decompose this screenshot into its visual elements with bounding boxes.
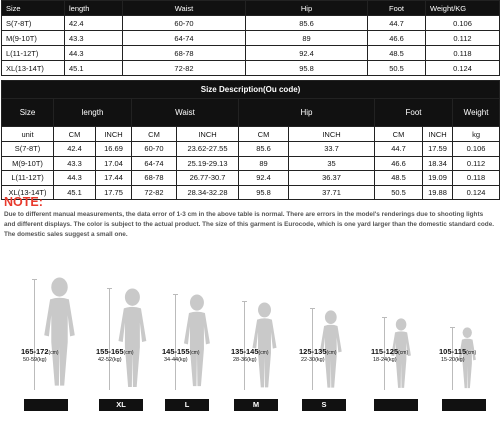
table1-cell: 95.8 — [246, 61, 368, 76]
table1-cell: 44.7 — [368, 16, 426, 31]
height-value: 105-115 — [439, 347, 467, 356]
height-unit: (cm) — [326, 350, 337, 356]
table2-cell: 92.4 — [239, 171, 289, 186]
table2-unit-cell: INCH — [96, 127, 132, 142]
height-range-label — [21, 347, 59, 356]
table2-cell: 50.5 — [375, 185, 423, 200]
height-range-label — [371, 347, 408, 356]
table2-cell: 60-70 — [132, 142, 177, 157]
table2-cell: 42.4 — [54, 142, 96, 157]
table1-cell: 44.3 — [65, 46, 123, 61]
table2-row — [2, 185, 500, 200]
table2-unit-cell: INCH — [177, 127, 239, 142]
child-silhouette — [111, 288, 154, 390]
table2-cell: 23.62-27.55 — [177, 142, 239, 157]
table1-cell: 0.118 — [426, 46, 500, 61]
table1-row — [2, 16, 500, 31]
table2-cell: 0.106 — [453, 142, 500, 157]
table2-cell: 19.09 — [423, 171, 453, 186]
table2-header-cell: Waist — [132, 99, 239, 127]
size-bar: S — [302, 399, 346, 411]
table2-title: Size Description(Ou code) — [2, 81, 500, 99]
table2-header-cell: Hip — [239, 99, 375, 127]
table1-cell: M(9-10T) — [2, 31, 65, 46]
table2-cell: 44.7 — [375, 142, 423, 157]
height-range-label — [96, 347, 134, 356]
table2-row — [2, 171, 500, 186]
table2-cell: 17.75 — [96, 185, 132, 200]
table1-cell: 68-78 — [123, 46, 246, 61]
table2-cell: 89 — [239, 156, 289, 171]
table2-cell: 18.34 — [423, 156, 453, 171]
table2-cell: 37.71 — [289, 185, 375, 200]
table2-cell: 95.8 — [239, 185, 289, 200]
table2-cell: 17.59 — [423, 142, 453, 157]
size-bar — [24, 399, 68, 411]
table2-row — [2, 142, 500, 157]
weight-range-label: 50-59(kg) — [23, 357, 47, 363]
table2-cell: 35 — [289, 156, 375, 171]
table2-unit-cell: CM — [375, 127, 423, 142]
height-value: 125-135 — [299, 347, 327, 356]
height-unit: (cm) — [189, 350, 200, 356]
table2-row — [2, 156, 500, 171]
height-unit: (cm) — [48, 350, 59, 356]
table2-cell: 48.5 — [375, 171, 423, 186]
table2-cell: 45.1 — [54, 185, 96, 200]
table1-header-cell: Size — [2, 1, 65, 16]
size-bar: XL — [99, 399, 143, 411]
table1-row — [2, 31, 500, 46]
table2-cell: 64-74 — [132, 156, 177, 171]
height-unit: (cm) — [258, 350, 269, 356]
table1-cell: 42.4 — [65, 16, 123, 31]
size-bar — [374, 399, 418, 411]
child-silhouette — [36, 277, 83, 389]
table2-cell: 85.6 — [239, 142, 289, 157]
table2-cell: M(9-10T) — [2, 156, 54, 171]
table2-cell: 72-82 — [132, 185, 177, 200]
table1-cell: 43.3 — [65, 31, 123, 46]
table2-cell: 17.44 — [96, 171, 132, 186]
height-value: 155-165 — [96, 347, 124, 356]
table2-unit-cell: CM — [239, 127, 289, 142]
table2-cell: 19.88 — [423, 185, 453, 200]
table2-cell: 17.04 — [96, 156, 132, 171]
table1-row — [2, 61, 500, 76]
table2-cell: 33.7 — [289, 142, 375, 157]
table2-cell: 28.34-32.28 — [177, 185, 239, 200]
note-title: NOTE: — [4, 195, 43, 209]
table1-cell: 0.112 — [426, 31, 500, 46]
table1-cell: 48.5 — [368, 46, 426, 61]
table2-unit-cell: unit — [2, 127, 54, 142]
table2-unit-cell: CM — [54, 127, 96, 142]
table1-cell: 72-82 — [123, 61, 246, 76]
height-ruler — [175, 294, 176, 390]
table2-header-cell: length — [54, 99, 132, 127]
table1-cell: S(7-8T) — [2, 16, 65, 31]
table2-cell: 68-78 — [132, 171, 177, 186]
table1-cell: 85.6 — [246, 16, 368, 31]
height-unit: (cm) — [466, 350, 477, 356]
table1-cell: 50.5 — [368, 61, 426, 76]
size-description-table — [1, 80, 500, 200]
height-ruler — [244, 301, 245, 390]
table2-cell: S(7-8T) — [2, 142, 54, 157]
weight-range-label: 15-20(kg) — [441, 357, 465, 363]
height-unit: (cm) — [123, 350, 134, 356]
table1-header-cell: Hip — [246, 1, 368, 16]
size-bar: L — [165, 399, 209, 411]
weight-range-label: 42-52(kg) — [98, 357, 122, 363]
height-ruler — [34, 279, 35, 390]
table2-header-cell: Weight — [453, 99, 500, 127]
height-value: 135-145 — [231, 347, 259, 356]
height-range-label — [299, 347, 337, 356]
table2-cell: 0.118 — [453, 171, 500, 186]
note-body: Due to different manual measurements, the data error of 1-3 cm in the above table is normal. There are errors in the model's renderings due to shooting lights and different displays. The color is subject to the actual product. The size of this garment is Eurocode, which is one yard larger than the domestic standard code. The domestic sales suggest a small one. — [4, 211, 495, 238]
child-silhouette — [177, 294, 217, 389]
weight-range-label: 22-30(kg) — [301, 357, 325, 363]
table1-header-cell: length — [65, 1, 123, 16]
table2-cell: 44.3 — [54, 171, 96, 186]
height-ruler — [109, 288, 110, 390]
table1-header-cell: Foot — [368, 1, 426, 16]
table2-header-cell: Foot — [375, 99, 453, 127]
table2-header-row — [2, 99, 500, 127]
weight-range-label: 18-24(kg) — [373, 357, 397, 363]
table1-cell: 92.4 — [246, 46, 368, 61]
table1-cell: 89 — [246, 31, 368, 46]
size-table-simple — [1, 0, 500, 76]
table2-title-row — [2, 81, 500, 99]
table2-cell: 25.19-29.13 — [177, 156, 239, 171]
table1-cell: XL(13-14T) — [2, 61, 65, 76]
table1-cell: 0.124 — [426, 61, 500, 76]
table2-unit-cell: INCH — [289, 127, 375, 142]
table1-header-row — [2, 1, 500, 16]
table2-unit-cell: CM — [132, 127, 177, 142]
table2-cell: L(11-12T) — [2, 171, 54, 186]
size-bar — [442, 399, 486, 411]
height-value: 165-172 — [21, 347, 49, 356]
weight-range-label: 34-44(kg) — [164, 357, 188, 363]
table1-cell: 0.106 — [426, 16, 500, 31]
size-bar: M — [234, 399, 278, 411]
weight-range-label: 28-36(kg) — [233, 357, 257, 363]
height-value: 115-125 — [371, 347, 399, 356]
height-range-label — [162, 347, 200, 356]
table1-row — [2, 46, 500, 61]
table2-cell: XL(13-14T) — [2, 185, 54, 200]
table1-cell: 64-74 — [123, 31, 246, 46]
height-unit: (cm) — [398, 350, 409, 356]
table2-unit-cell: kg — [453, 127, 500, 142]
child-silhouette — [246, 302, 283, 390]
table2-cell: 36.37 — [289, 171, 375, 186]
table1-header-cell: Weight/KG — [426, 1, 500, 16]
table2-cell: 46.6 — [375, 156, 423, 171]
height-range-label — [231, 347, 269, 356]
table1-cell: 45.1 — [65, 61, 123, 76]
height-value: 145-155 — [162, 347, 190, 356]
table1-cell: 60-70 — [123, 16, 246, 31]
table2-cell: 43.3 — [54, 156, 96, 171]
table2-unit-cell: INCH — [423, 127, 453, 142]
table2-header-cell: Size — [2, 99, 54, 127]
table2-cell: 0.124 — [453, 185, 500, 200]
table2-cell: 16.69 — [96, 142, 132, 157]
table2-unit-row — [2, 127, 500, 142]
table1-cell: L(11-12T) — [2, 46, 65, 61]
height-range-label — [439, 347, 476, 356]
table2-cell: 26.77-30.7 — [177, 171, 239, 186]
table1-cell: 46.6 — [368, 31, 426, 46]
table1-header-cell: Waist — [123, 1, 246, 16]
table2-cell: 0.112 — [453, 156, 500, 171]
